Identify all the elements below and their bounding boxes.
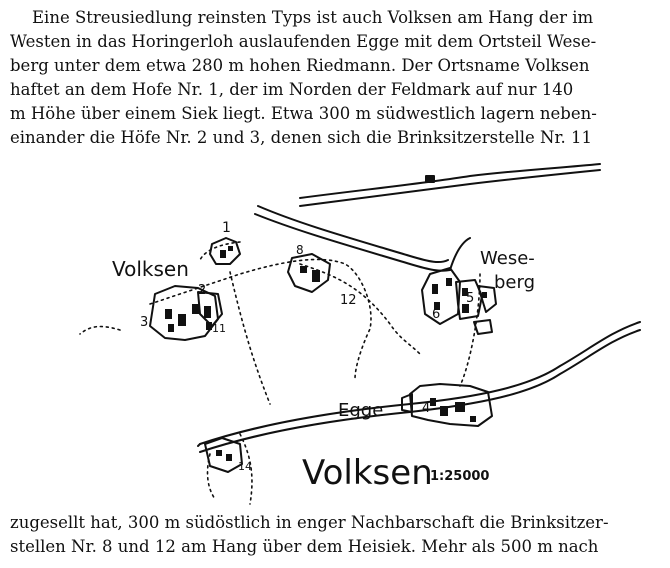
text-line: berg unter dem etwa 280 m hohen Riedmann. Der Ortsname Volksen bbox=[10, 56, 590, 75]
map-title: Volksen bbox=[302, 453, 433, 493]
farm-number: 14 bbox=[238, 460, 252, 473]
field-boundary bbox=[230, 272, 270, 404]
farm-number: 4 bbox=[422, 401, 431, 416]
text-line: Eine Streusiedlung reinsten Typs ist auch Volksen am Hang der im bbox=[32, 8, 594, 27]
text-line: stellen Nr. 8 und 12 am Hang über dem Heisiek. Mehr als 500 m nach bbox=[10, 537, 599, 556]
paragraph-top bbox=[10, 6, 660, 150]
road-weseberg bbox=[450, 238, 470, 270]
text-line: Westen in das Horingerloh auslaufenden Egge mit dem Ortsteil Wese- bbox=[10, 32, 597, 51]
farm-building bbox=[470, 416, 476, 422]
label-volksen: Volksen bbox=[112, 257, 189, 281]
label-weseberg-1: Wese- bbox=[480, 248, 535, 269]
farm-building bbox=[312, 270, 320, 282]
farm-building bbox=[204, 306, 211, 318]
paragraph-bottom bbox=[10, 511, 660, 559]
farm-building bbox=[192, 304, 199, 314]
farm-number: 11 bbox=[212, 322, 226, 335]
text-line: m Höhe über einem Siek liegt. Etwa 300 m südwestlich lagern neben- bbox=[10, 104, 597, 123]
field-boundary bbox=[80, 327, 120, 334]
farm-building bbox=[446, 278, 452, 286]
farm-number: 1 bbox=[222, 220, 231, 236]
map-drawing bbox=[0, 154, 670, 508]
label-egge: Egge bbox=[338, 400, 384, 421]
text-line: zugesellt hat, 300 m südöstlich in enger Nachbarschaft die Brinksitzer- bbox=[10, 513, 609, 532]
farm-building bbox=[228, 246, 233, 251]
settlement-map bbox=[0, 154, 670, 508]
farm-number: 8 bbox=[296, 243, 304, 257]
farm-building bbox=[226, 454, 232, 461]
farm-building bbox=[482, 292, 487, 298]
road-north bbox=[300, 170, 600, 206]
road-south bbox=[200, 330, 640, 452]
farm-outline-weseberg-small bbox=[474, 320, 492, 334]
farm-number: 3 bbox=[140, 315, 149, 330]
text-line: einander die Höfe Nr. 2 und 3, denen sich die Brinksitzerstelle Nr. 11 bbox=[10, 128, 593, 147]
farm-building bbox=[432, 284, 438, 294]
farm-number: 6 bbox=[432, 307, 441, 322]
map-scale: 1:25000 bbox=[430, 469, 490, 484]
text-line: haftet an dem Hofe Nr. 1, der im Norden der Feldmark auf nur 140 bbox=[10, 80, 574, 99]
road-main bbox=[255, 214, 450, 271]
road-south bbox=[200, 322, 640, 444]
label-weseberg-2: berg bbox=[494, 272, 536, 293]
road-north bbox=[300, 164, 600, 198]
farm-building bbox=[430, 398, 436, 406]
road-south-west bbox=[198, 444, 200, 446]
farm-building bbox=[300, 266, 307, 273]
farm-number: 2 bbox=[198, 283, 207, 298]
farm-building bbox=[426, 176, 434, 182]
farm-building bbox=[216, 450, 222, 456]
farm-building bbox=[165, 309, 172, 319]
farm-building bbox=[455, 402, 465, 412]
farm-building bbox=[168, 324, 174, 332]
farm-building bbox=[220, 250, 226, 258]
farm-building bbox=[440, 406, 448, 416]
farm-building bbox=[178, 314, 186, 326]
road-main bbox=[258, 206, 448, 262]
farm-number: 12 bbox=[340, 293, 357, 308]
farm-outline-6 bbox=[422, 268, 460, 324]
farm-number: 5 bbox=[466, 291, 475, 306]
